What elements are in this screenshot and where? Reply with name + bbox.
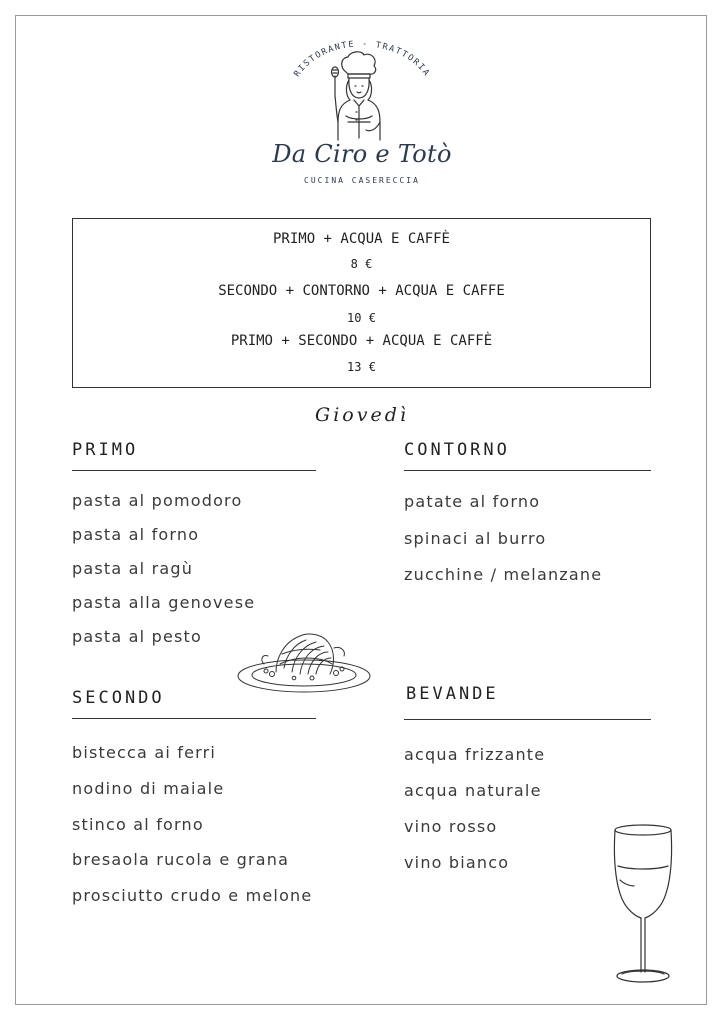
section-rule-contorno	[404, 470, 651, 471]
menu-item: pasta al pomodoro	[72, 491, 243, 510]
section-title-secondo: SECONDO	[72, 688, 165, 708]
menu-item: prosciutto crudo e melone	[72, 886, 313, 905]
menu-item: patate al forno	[404, 492, 541, 511]
section-title-primo: PRIMO	[72, 440, 139, 460]
section-rule-primo	[72, 470, 316, 471]
offer-3-title: PRIMO + SECONDO + ACQUA E CAFFÈ	[230, 333, 493, 349]
offer-1-price: 8 €	[350, 257, 373, 271]
section-rule-bevande	[404, 719, 651, 720]
menu-item: vino rosso	[404, 817, 498, 836]
menu-item: pasta al forno	[72, 525, 200, 544]
section-rule-secondo	[72, 718, 316, 719]
menu-item: spinaci al burro	[404, 529, 547, 548]
restaurant-name: Da Ciro e Totò	[272, 140, 452, 168]
section-title-bevande: BEVANDE	[406, 684, 499, 704]
offer-1-title: PRIMO + ACQUA E CAFFÈ	[272, 231, 450, 247]
lunch-offers-box	[72, 218, 651, 388]
menu-item: pasta al ragù	[72, 559, 194, 578]
menu-item: vino bianco	[404, 853, 510, 872]
section-title-contorno: CONTORNO	[404, 440, 510, 460]
offer-3-price: 13 €	[347, 360, 376, 374]
offer-2-title: SECONDO + CONTORNO + ACQUA E CAFFE	[218, 283, 505, 299]
menu-item: acqua naturale	[404, 781, 542, 800]
menu-item: bistecca ai ferri	[72, 743, 217, 762]
offer-2-price: 10 €	[347, 311, 376, 325]
arc-text: RISTORANTE - TRATTORIA	[292, 39, 432, 79]
menu-item: nodino di maiale	[72, 779, 225, 798]
menu-item: acqua frizzante	[404, 745, 546, 764]
menu-item: pasta alla genovese	[72, 593, 256, 612]
wine-glass-illustration	[610, 822, 676, 986]
menu-item: bresaola rucola e grana	[72, 850, 290, 869]
menu-item: zucchine / melanzane	[404, 565, 603, 584]
menu-item: stinco al forno	[72, 815, 204, 834]
day-heading: Giovedì	[315, 404, 409, 426]
restaurant-tagline: CUCINA CASERECCIA	[304, 176, 420, 185]
chef-illustration	[326, 50, 392, 142]
pasta-plate-illustration	[236, 628, 372, 694]
menu-item: pasta al pesto	[72, 627, 202, 646]
